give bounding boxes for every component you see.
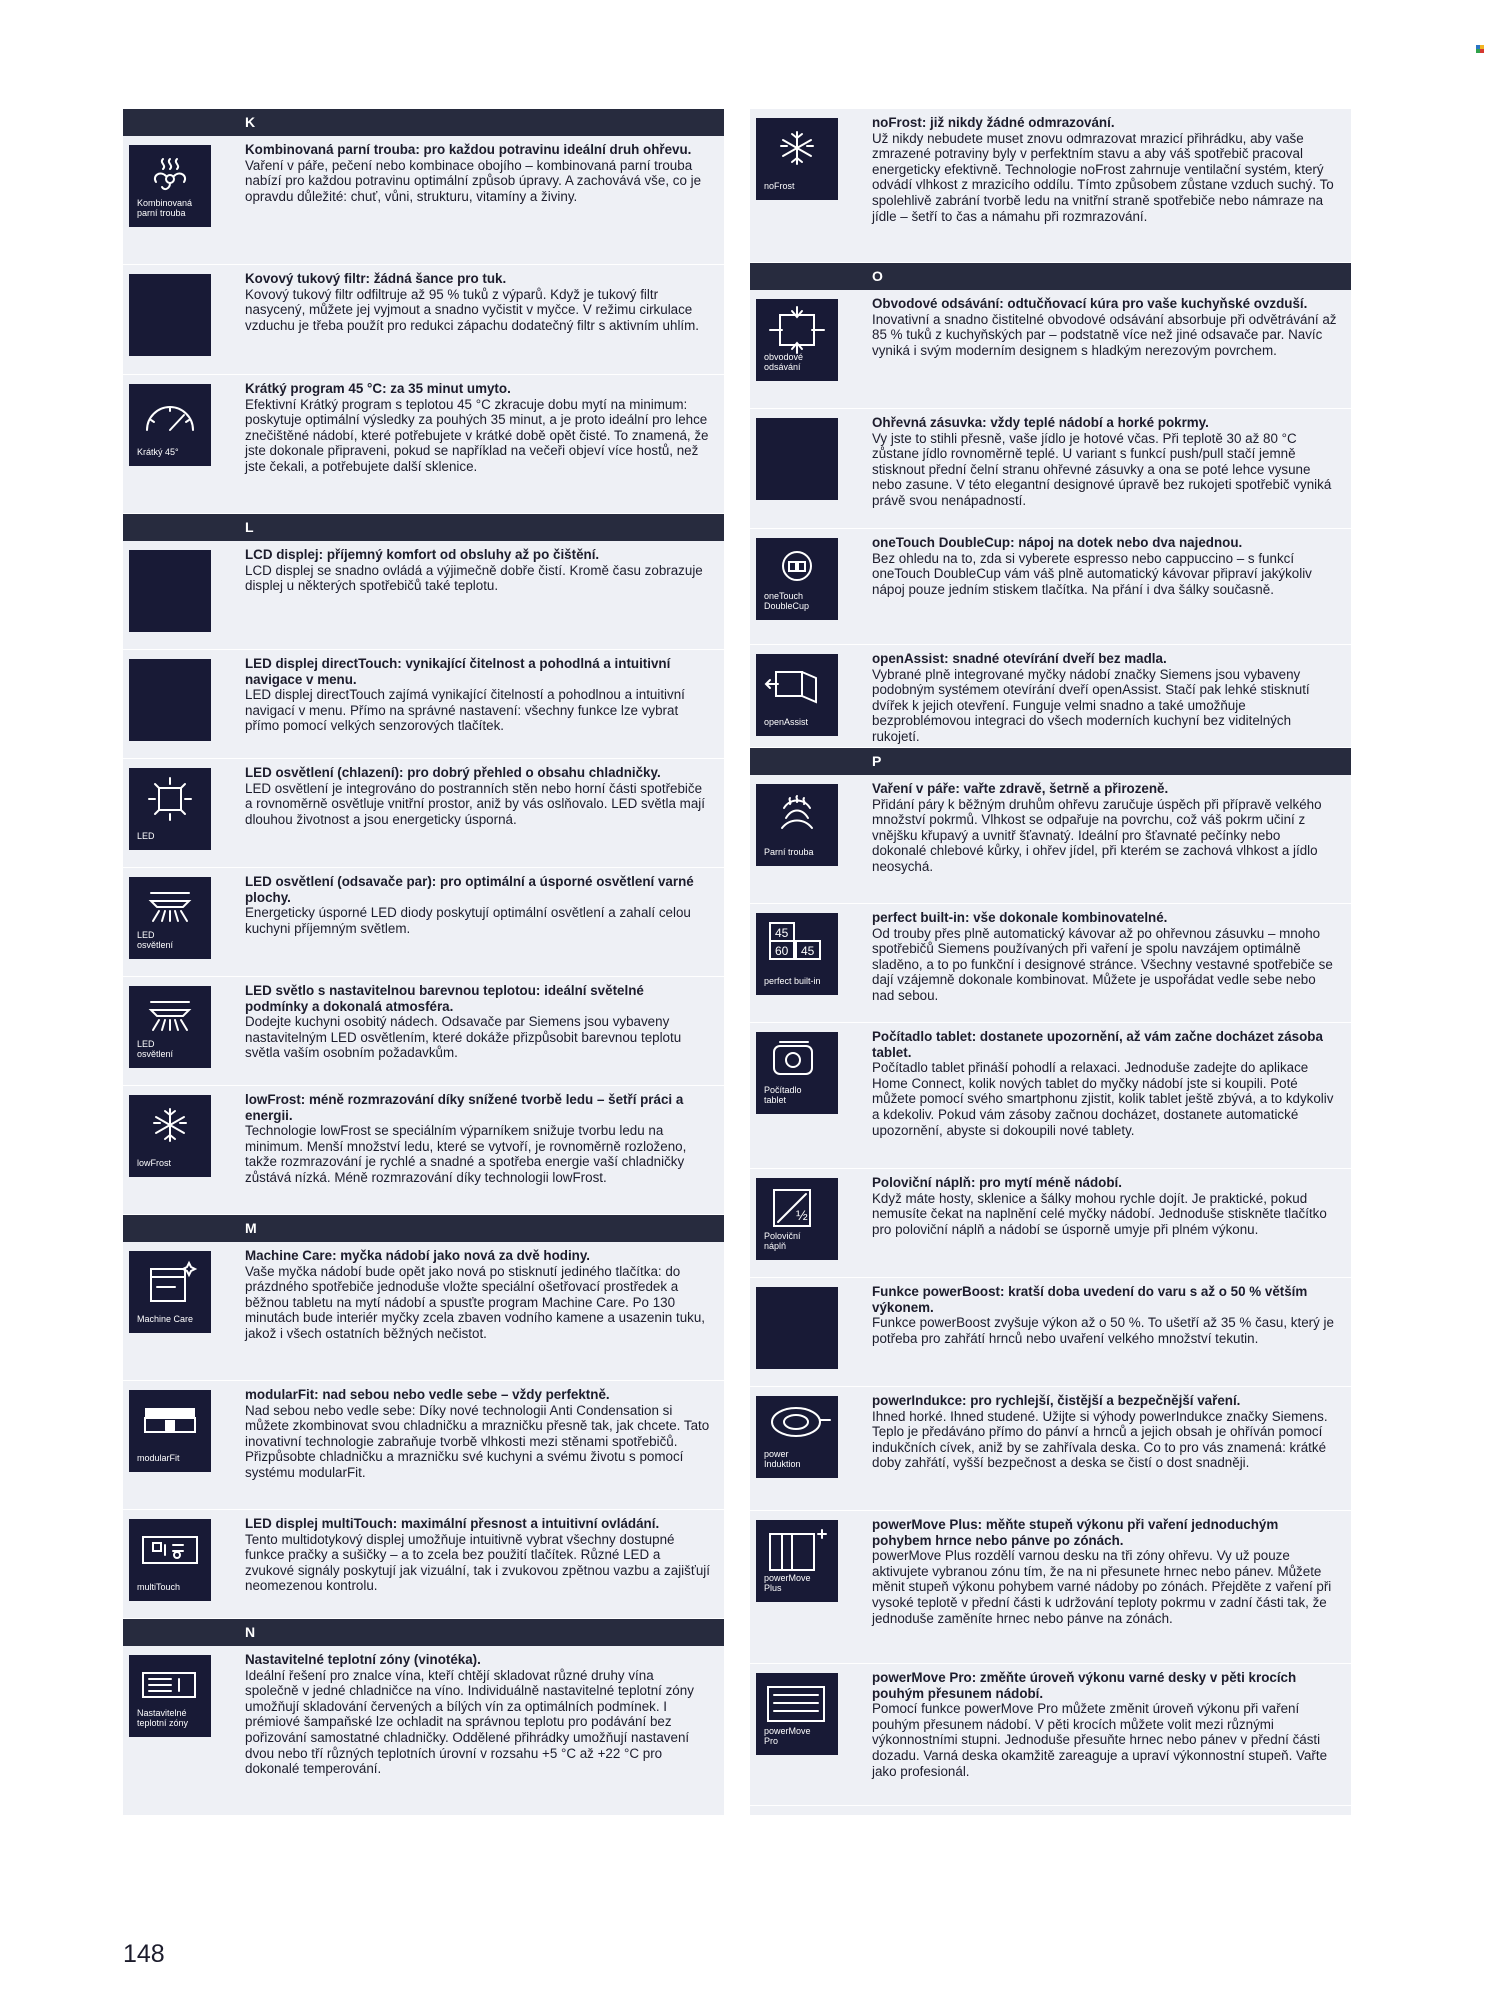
icon-caption: Krátký 45° [137,447,179,457]
entry-title: openAssist: snadné otevírání dveří bez madla. [872,651,1167,666]
section-header-l: L [123,514,724,541]
entry-title: LED osvětlení (chlazení): pro dobrý přehled o obsahu chladničky. [245,765,661,780]
entry-title: LED displej multiTouch: maximální přesnost a intuitivní ovládání. [245,1516,660,1531]
entry-body: Dodejte kuchyni osobitý nádech. Odsavače par Siemens jsou vybaveny nastavitelným LED osvětlením, které dokáže přizpůsobit barevnou teplotu světla vaším osobním požadavkům. [245,1014,682,1061]
glossary-entry [123,1242,724,1381]
nofrost-snowflake-icon [756,118,838,200]
entry-body: Už nikdy nebudete muset znovu odmrazovat mrazicí přihrádku, aby vaše zmrazené potraviny byly v perfektním stavu a aby váš spotřebič pracoval energeticky efektivně. Technologie noFrost zahrnuje ventilační systém, který odvádí vlhkost z mrazicího oddílu. Tímto způsobem zůstane vzduch suchý. To spolehlivě zabrání tvorbě ledu na vnitřní straně spotřebiče nebo námraze na jídle – šetří to čas a námahu při rozmrazování. [872,130,1334,224]
glossary-entry [750,109,1351,263]
entry-body: Když máte hosty, sklenice a šálky mohou rychle dojít. Je praktické, pokud nemusíte čekat na naplnění celé myčky nádobí. Jednoduše stiskněte tlačítko pro poloviční náplň a nádobí se úsporně umyje při plném výkonu. [872,1190,1327,1237]
adjustable-color-led-icon [129,986,211,1068]
icon-caption: LED osvětlení [137,1039,174,1059]
icon-caption: obvodové odsávání [764,352,804,372]
temperature-zones-icon [129,1655,211,1737]
perfect-built-in-icon [756,913,838,995]
entry-body: Tento multidotykový displej umožňuje intuitivně vybrat všechny dostupné funkce pračky a sušičky – a to zcela bez použití tlačítek. Různé LED a zvukové signály poskytují jak vizuální, tak i zvukovou zpětnou vazbu a zajišťují neomezenou kontrolu. [245,1531,711,1594]
glossary-entry [123,375,724,514]
glossary-entry [123,977,724,1086]
icon-caption: Poloviční náplň [764,1231,801,1251]
entry-title: powerIndukce: pro rychlejší, čistější a bezpečnější vaření. [872,1393,1241,1408]
icon-caption: multiTouch [137,1582,181,1592]
metal-grease-filter-icon [129,274,211,356]
glossary-entry [123,1510,724,1619]
led-light-icon [129,768,211,850]
open-assist-icon [756,654,838,736]
glossary-entry [123,759,724,868]
half-load-icon [756,1178,838,1260]
entry-title: Počítadlo tablet: dostanete upozornění, až vám začne docházet zásoba tablet. [872,1029,1323,1060]
glossary-entry [750,290,1351,409]
glossary-entry [123,1646,724,1854]
entry-body: Nad sebou nebo vedle sebe: Díky nové technologii Anti Condensation si můžete zkombinovat svou chladničku a mrazničku přesně tak, jak chcete. Tato inovativní technologie zabraňuje tvorbě vlhkosti mezi stěnami spotřebičů. Přizpůsobte chladničku a mrazničku své kuchyni a svému životu s pomocí systému modularFit. [245,1402,710,1480]
entry-body: Vy jste to stihli přesně, vaše jídlo je hotové včas. Při teplotě 30 až 80 °C zůstane jídlo rovnoměrně teplé. U variant s funkcí push/pull stačí jemně stisknout přední čelní stranu ohřevné zásuvky a ona se poté lehce vysune nebo zasune. V této elegantní designové úpravě bez rukojeti spotřebič vyniká právě svou nenápadností. [872,430,1332,508]
entry-body: Efektivní Krátký program s teplotou 45 °C zkracuje dobu mytí na minimum: poskytuje optimální výsledky za pouhých 35 minut, a je proto ideální pro lehce znečištěné nádobí, které potřebujete v krátké době opět čisté. To znamená, že jste dokonale připraveni, pokud se například na večeři objeví více hostů, než jste čekali, a potřebujete další sklenice. [245,396,709,474]
combined-steam-oven-icon [129,145,211,227]
glossary-entry [750,1278,1351,1387]
svg-text:60: 60 [775,944,789,958]
lcd-display-icon [129,550,211,632]
glossary-column-left [123,109,724,1815]
glossary-entry [123,265,724,375]
icon-caption: powerMove Plus [764,1573,811,1593]
entry-body: LED osvětlení je integrováno do postranních stěn nebo horní části spotřebiče a rovnoměrně osvětluje vnitřní prostor, aniž by vás oslňovalo. LED světla mají dlouhou životnost a jsou energeticky úsporná. [245,780,705,827]
entry-body: Vybrané plně integrované myčky nádobí značky Siemens jsou vybaveny podobným systémem otevírání dveří openAssist. Stačí pak lehké stisknutí dvířek k jejich otevření. Funguje velmi snadno a také umožňuje bezproblémovou integraci do všech moderních kuchyní bez viditelných rukojetí. [872,666,1310,744]
entry-title: Kovový tukový filtr: žádná šance pro tuk. [245,271,507,286]
icon-caption: Kombinovaná parní trouba [137,198,193,218]
entry-body: Technologie lowFrost se speciálním výparníkem snižuje tvorbu ledu na minimum. Menší množství ledu, které se vytvoří, je rovnoměrně rozloženo, takže rozmrazování je rychlé a snadné a spotřeba energie vaší chladničky zůstává nízká. Méně rozmrazování díky technologii lowFrost. [245,1123,687,1185]
section-header-m: M [123,1215,724,1242]
page-number: 148 [123,1940,165,1968]
entry-body: Pomocí funkce powerMove Pro můžete změnit úroveň výkonu při vaření pouhým přesunem nádobí. V pěti krocích můžete volit mezi různými výkonnostními stupni. Jednoduše přesuňte hrnec nebo pánev v přední části dozadu. Varná deska okamžitě zareaguje a upraví výkonnostní stupeň. Vařte jako profesionál. [872,1701,1328,1779]
entry-title: LED displej directTouch: vynikající čitelnost a pohodlná a intuitivní navigace v menu. [245,656,671,687]
entry-body: Od trouby přes plně automatický kávovar až po ohřevnou zásuvku – mnoho spotřebičů Siemens používaných při vaření je spolu navzájem optimálně sladěno, a to po funkční i designové stránce. Všechny vestavné spotřebiče se dají vzájemně dokonale kombinovat. Můžete je uspořádat vedle sebe nebo nad sebou. [872,925,1333,1003]
entry-body: Vaše myčka nádobí bude opět jako nová po stisknutí jediného tlačítka: do prázdného spotřebiče jednoduše vložte speciální ošetřovací prostředek a běžnou tabletu na mytí nádobí a spusťte program Machine Care. Po 130 minutách bude interiér myčky zcela zbaven vodního kamene a usazenin tuku, jakož i všech ostatních běžných nečistot. [245,1263,706,1341]
glossary-entry [750,529,1351,645]
entry-body: Inovativní a snadno čistitelné obvodové odsávání absorbuje při odvětrávání až 85 % tuků z kuchyňských par – podstatně více než jiné odsavače par. Navíc vyniká i svým moderním designem s hladkým nerezovým povrchem. [872,311,1337,358]
power-boost-icon [756,1287,838,1369]
entry-title: powerMove Pro: změňte úroveň výkonu varné desky v pěti krocích pouhým přesunem nádobí. [872,1670,1297,1701]
entry-body: Funkce powerBoost zvyšuje výkon až o 50 %. To ušetří až 35 % času, který je potřeba pro zahřátí hrnců nebo uvaření velkého množství tekutin. [872,1315,1334,1346]
machine-care-icon [129,1251,211,1333]
entry-title: Machine Care: myčka nádobí jako nová za dvě hodiny. [245,1248,591,1263]
icon-caption: powerMove Pro [764,1726,811,1746]
entry-body: Energeticky úsporné LED diody poskytují optimální osvětlení a zahalí celou kuchyni příjemným světlem. [245,905,691,936]
glossary-entry [123,541,724,650]
entry-title: Obvodové odsávání: odtučňovací kúra pro vaše kuchyňské ovzduší. [872,296,1308,311]
brand-mark-icon [1476,40,1484,48]
entry-title: Krátký program 45 °C: za 35 minut umyto. [245,381,511,396]
lowfrost-snowflake-icon [129,1095,211,1177]
powermove-pro-icon [756,1673,838,1755]
icon-caption: modularFit [137,1453,180,1463]
entry-title: Kombinovaná parní trouba: pro každou potravinu ideální druh ohřevu. [245,142,692,157]
icon-caption: Nastavitelné teplotní zóny [137,1708,189,1728]
tablet-counter-icon [756,1032,838,1114]
entry-body: Ideální řešení pro znalce vína, kteří chtějí skladovat různé druhy vína společně v jedné chladničce na víno. Individuálně nastavitelné teplotní zóny umožňují skladování červených a bílých vín za optimálních podmínek. I prémiové šampaňské lze ochladit na správnou teplotu pro podávání bez pořizování samostatné chladničky. Oddělené přihrádky umožňují nastavení dvou nebo tří různých teplotních úrovní v rozsahu +5 °C až +22 °C pro dokonalé temperování. [245,1667,694,1777]
section-header-k: K [123,109,724,136]
glossary-entry [123,868,724,977]
glossary-entry [750,1664,1351,1806]
powermove-plus-icon [756,1520,838,1602]
glossary-entry [750,904,1351,1023]
entry-title: LED osvětlení (odsavače par): pro optimální a úsporné osvětlení varné plochy. [245,874,694,905]
glossary-entry [750,775,1351,904]
entry-body: LED displej directTouch zajímá vynikající čitelností a pohodlnou a intuitivní navigací v menu. Přímo na správné nastavení: všechny funkce lze vybrat přímo pomocí velkých senzorových tlačítek. [245,687,685,734]
entry-title: Funkce powerBoost: kratší doba uvedení do varu s až o 50 % větším výkonem. [872,1284,1308,1315]
glossary-entry [123,136,724,265]
glossary-entry [123,650,724,759]
entry-title: modularFit: nad sebou nebo vedle sebe – vždy perfektně. [245,1387,610,1402]
entry-title: powerMove Plus: měňte stupeň výkonu při vaření jednoduchým pohybem hrnce nebo pánve po zónách. [872,1517,1279,1548]
entry-body: LCD displej se snadno ovládá a výjimečně dobře čistí. Kromě času zobrazuje displej u některých spotřebičů také teplotu. [245,562,703,594]
modular-fit-icon [129,1390,211,1472]
warming-drawer-icon [756,418,838,500]
entry-title: Ohřevná zásuvka: vždy teplé nádobí a horké pokrmy. [872,415,1209,430]
icon-caption: Počítadlo tablet [764,1085,802,1105]
icon-caption: oneTouch DoubleCup [764,591,810,611]
entry-title: lowFrost: méně rozmrazování díky snížené tvorbě ledu – šetří práci a energii. [245,1092,684,1123]
svg-text:45: 45 [801,944,815,958]
icon-caption: noFrost [764,181,795,191]
entry-body: Bez ohledu na to, zda si vyberete espresso nebo cappuccino – s funkcí oneTouch DoubleCup vám váš plně automatický kávovar připraví jakýkoliv nápoj pouze jedním stiskem tlačítka. Na přání i dva šálky současně. [872,550,1312,597]
entry-title: Nastavitelné teplotní zóny (vinotéka). [245,1652,481,1667]
section-header-n: N [123,1619,724,1646]
glossary-entry [123,1086,724,1215]
section-header-o: O [750,263,1351,290]
icon-caption: openAssist [764,717,809,727]
entry-title: noFrost: již nikdy žádné odmrazování. [872,115,1115,130]
entry-body: Přidání páry k běžným druhům ohřevu zaručuje úspěch při přípravě velkého množství pokrmů. Vlhkost se odpařuje na povrchu, což váš pokrm učiní z vnějšku křupavý a uvnitř šťavnatý. Ideální pro šťavnaté pečínky nebo dokonalé chlebové kůrky, i ohřev jídel, při kterém se zachová vlhkost a jídlo neosychá. [872,796,1322,874]
direct-touch-display-icon [129,659,211,741]
svg-text:45: 45 [775,926,789,940]
entry-body: Kovový tukový filtr odfiltruje až 95 % tuků z výparů. Když je tukový filtr nasycený, můžete jej vyjmout a snadno vyčistit v myčce. V režimu cirkulace vzduchu je třeba použít pro redukci zápachu dodatečný filtr s aktivním uhlím. [245,286,700,333]
icon-caption: lowFrost [137,1158,172,1168]
entry-body: Počítadlo tablet přináší pohodlí a relaxaci. Jednoduše zadejte do aplikace Home Connect, kolik nových tablet do myčky nádobí jste si koupili. Poté můžete pomocí svého smartphonu zjistit, kolik tablet ještě zbývá, a to kdykoliv a kdekoliv. Pokud vám zásoby začnou docházet, dostanete automatické upozornění, abyste si dokoupili nové tablety. [872,1060,1334,1138]
icon-caption: LED [137,831,155,841]
icon-caption: power Induktion [764,1449,801,1469]
svg-text:½: ½ [796,1207,808,1223]
glossary-entry [750,645,1351,748]
hood-led-lighting-icon [129,877,211,959]
perimeter-extraction-icon [756,299,838,381]
steam-oven-icon [756,784,838,866]
glossary-entry [750,409,1351,529]
short-program-gauge-icon [129,384,211,466]
onetouch-doublecup-icon [756,538,838,620]
glossary-entry [750,1023,1351,1169]
icon-caption: Machine Care [137,1314,194,1324]
entry-title: LCD displej: příjemný komfort od obsluhy až po čištění. [245,547,600,562]
entry-body: powerMove Plus rozdělí varnou desku na tři zóny ohřevu. Vy už pouze aktivujete vybranou zónu tím, že na ni přesunete hrnec nebo pánev. Můžete měnit stupeň výkonu pohybem varné nádoby po zónách. Přejděte z vaření při vysoké teplotě v přední části k udržování teploty pokrmu v zadní části tak, že jednoduše zaměníte hrnec nebo pánve na zónách. [872,1548,1332,1626]
glossary-entry [750,1511,1351,1664]
entry-title: Vaření v páře: vařte zdravě, šetrně a přirozeně. [872,781,1169,796]
power-induction-icon [756,1396,838,1478]
entry-title: LED světlo s nastavitelnou barevnou teplotou: ideální světelné podmínky a dokonalá atmosféra. [245,983,644,1014]
section-header-p: P [750,748,1351,775]
entry-title: Poloviční náplň: pro mytí méně nádobí. [872,1175,1122,1190]
entry-body: Ihned horké. Ihned studené. Užijte si výhody powerIndukce značky Siemens. Teplo je předáváno přímo do pánví a hrnců a jejich obsah je ohříván pomocí indukčních cívek, aniž by se zahřívala deska. Co to pro vás znamená: krátké doby zahřátí, vyšší bezpečnost a deska se čistí o dost snadněji. [872,1408,1328,1471]
glossary-entry [123,1381,724,1510]
glossary-entry [750,1169,1351,1278]
icon-caption: Parní trouba [764,847,814,857]
icon-caption: perfect built-in [764,976,821,986]
entry-body: Vaření v páře, pečení nebo kombinace obojího – kombinovaná parní trouba nabízí pro každou potravinu optimální způsob úpravy. A zachovává vše, co je opravdu důležité: chuť, vůni, strukturu, vitamíny a živiny. [245,157,702,204]
glossary-entry [750,1387,1351,1511]
icon-caption: LED osvětlení [137,930,174,950]
multitouch-display-icon [129,1519,211,1601]
entry-title: perfect built-in: vše dokonale kombinovatelné. [872,910,1168,925]
glossary-column-right [750,109,1351,1815]
entry-title: oneTouch DoubleCup: nápoj na dotek nebo dva najednou. [872,535,1243,550]
